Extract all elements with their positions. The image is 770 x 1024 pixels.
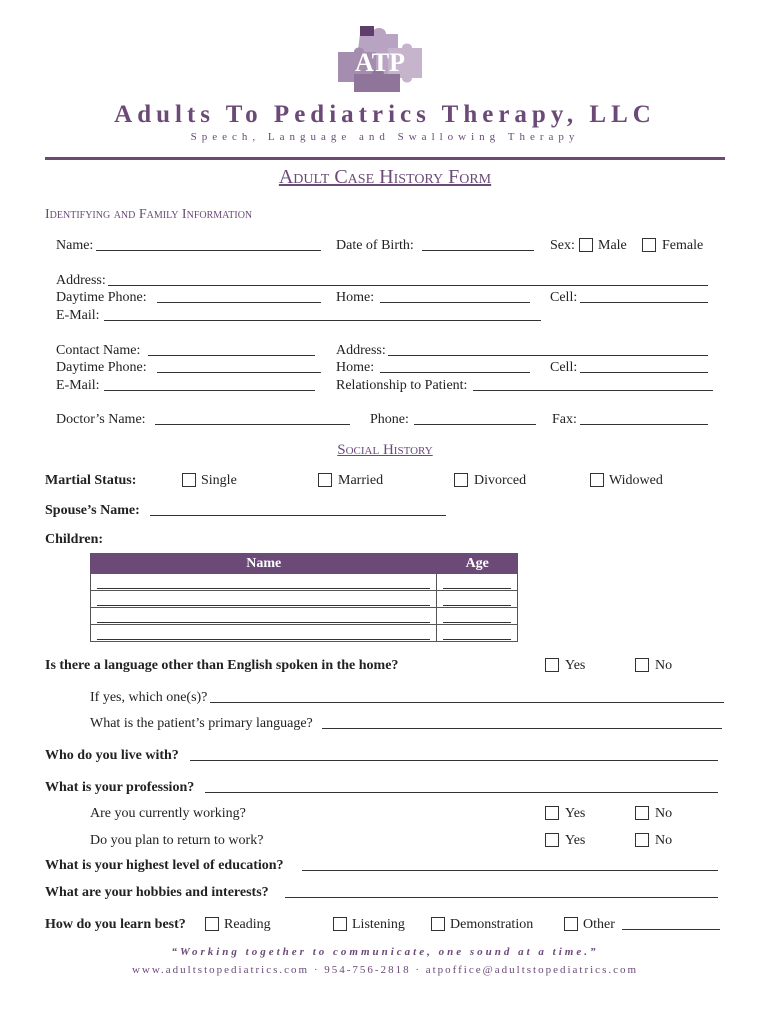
primary-language-field[interactable] [322, 728, 722, 729]
child-name-field[interactable] [97, 627, 430, 640]
spouse-field[interactable] [150, 515, 446, 516]
live-with-label: Who do you live with? [45, 748, 179, 763]
working-no-checkbox[interactable] [635, 806, 649, 820]
spouse-label: Spouse’s Name: [45, 503, 140, 518]
relationship-field[interactable] [473, 390, 713, 391]
section-identifying: Identifying and Family Information [45, 207, 253, 222]
relationship-label: Relationship to Patient: [336, 378, 468, 393]
table-row [91, 608, 518, 625]
language-yes-label: Yes [565, 658, 586, 673]
email-field[interactable] [104, 320, 541, 321]
contact-daytime-field[interactable] [157, 372, 321, 373]
name-label: Name: [56, 238, 94, 253]
name-field[interactable] [96, 250, 321, 251]
return-no-checkbox[interactable] [635, 833, 649, 847]
working-yes-label: Yes [565, 806, 586, 821]
other-label: Other [583, 917, 615, 932]
cell-label: Cell: [550, 290, 578, 305]
sex-label: Sex: [550, 238, 575, 253]
female-label: Female [662, 238, 704, 253]
dob-field[interactable] [422, 250, 534, 251]
profession-label: What is your profession? [45, 780, 195, 795]
footer-contact: www.adultstopediatrics.com · 954-756-2818 · atpoffice@adultstopediatrics.com [131, 964, 639, 976]
return-work-label: Do you plan to return to work? [90, 833, 264, 848]
language-question: Is there a language other than English spoken in the home? [45, 658, 399, 673]
contact-email-label: E-Mail: [56, 378, 100, 393]
company-tagline: Speech, Language and Swallowing Therapy [190, 131, 580, 143]
children-name-header: Name [91, 554, 437, 574]
reading-label: Reading [224, 917, 271, 932]
company-name: Adults To Pediatrics Therapy, LLC [114, 101, 656, 128]
section-social: Social History [337, 442, 433, 458]
child-age-field[interactable] [443, 593, 511, 606]
hobbies-label: What are your hobbies and interests? [45, 885, 269, 900]
other-checkbox[interactable] [564, 917, 578, 931]
contact-cell-label: Cell: [550, 360, 578, 375]
reading-checkbox[interactable] [205, 917, 219, 931]
header-divider [45, 157, 725, 160]
married-checkbox[interactable] [318, 473, 332, 487]
which-language-label: If yes, which one(s)? [90, 690, 208, 705]
language-no-checkbox[interactable] [635, 658, 649, 672]
table-row [91, 625, 518, 642]
demonstration-checkbox[interactable] [431, 917, 445, 931]
email-label: E-Mail: [56, 308, 100, 323]
logo [330, 26, 430, 98]
footer-quote: “Working together to communicate, one sound at a time.” [171, 946, 599, 958]
live-with-field[interactable] [190, 760, 718, 761]
table-row [91, 574, 518, 591]
contact-home-field[interactable] [380, 372, 530, 373]
doctor-phone-field[interactable] [414, 424, 536, 425]
dob-label: Date of Birth: [336, 238, 414, 253]
male-checkbox[interactable] [579, 238, 593, 252]
child-name-field[interactable] [97, 576, 430, 589]
contact-address-field[interactable] [388, 355, 708, 356]
child-name-field[interactable] [97, 593, 430, 606]
contact-cell-field[interactable] [580, 372, 708, 373]
contact-address-label: Address: [336, 343, 386, 358]
home-phone-field[interactable] [380, 302, 530, 303]
divorced-label: Divorced [474, 473, 527, 488]
education-label: What is your highest level of education? [45, 858, 284, 873]
language-no-label: No [655, 658, 673, 673]
daytime-phone-label: Daytime Phone: [56, 290, 147, 305]
education-field[interactable] [302, 870, 718, 871]
single-label: Single [201, 473, 237, 488]
home-label: Home: [336, 290, 375, 305]
other-field[interactable] [622, 929, 720, 930]
doctor-phone-label: Phone: [370, 412, 409, 427]
contact-name-label: Contact Name: [56, 343, 141, 358]
cell-field[interactable] [580, 302, 708, 303]
language-yes-checkbox[interactable] [545, 658, 559, 672]
children-table [90, 553, 518, 642]
child-age-field[interactable] [443, 610, 511, 623]
children-age-header: Age [437, 554, 518, 574]
logo-text: ATP [354, 48, 406, 77]
child-age-field[interactable] [443, 627, 511, 640]
child-name-field[interactable] [97, 610, 430, 623]
return-no-label: No [655, 833, 673, 848]
contact-home-label: Home: [336, 360, 375, 375]
married-label: Married [338, 473, 384, 488]
hobbies-field[interactable] [285, 897, 718, 898]
contact-name-field[interactable] [148, 355, 315, 356]
working-label: Are you currently working? [90, 806, 246, 821]
form-title: Adult Case History Form [278, 166, 492, 188]
marital-label: Martial Status: [45, 473, 137, 488]
address-label: Address: [56, 273, 106, 288]
return-yes-label: Yes [565, 833, 586, 848]
contact-daytime-label: Daytime Phone: [56, 360, 147, 375]
return-yes-checkbox[interactable] [545, 833, 559, 847]
primary-language-label: What is the patient’s primary language? [90, 716, 313, 731]
daytime-phone-field[interactable] [157, 302, 321, 303]
widowed-label: Widowed [609, 473, 663, 488]
which-language-field[interactable] [210, 702, 724, 703]
fax-field[interactable] [580, 424, 708, 425]
doctor-label: Doctor’s Name: [56, 412, 146, 427]
learn-label: How do you learn best? [45, 917, 186, 932]
single-checkbox[interactable] [182, 473, 196, 487]
table-row [91, 591, 518, 608]
contact-email-field[interactable] [104, 390, 315, 391]
divorced-checkbox[interactable] [454, 473, 468, 487]
female-checkbox[interactable] [642, 238, 656, 252]
listening-checkbox[interactable] [333, 917, 347, 931]
working-no-label: No [655, 806, 673, 821]
working-yes-checkbox[interactable] [545, 806, 559, 820]
child-age-field[interactable] [443, 576, 511, 589]
male-label: Male [598, 238, 627, 253]
address-field[interactable] [108, 285, 708, 286]
listening-label: Listening [352, 917, 405, 932]
demonstration-label: Demonstration [450, 917, 534, 932]
children-label: Children: [45, 532, 104, 547]
doctor-field[interactable] [155, 424, 350, 425]
fax-label: Fax: [552, 412, 577, 427]
widowed-checkbox[interactable] [590, 473, 604, 487]
profession-field[interactable] [205, 792, 718, 793]
